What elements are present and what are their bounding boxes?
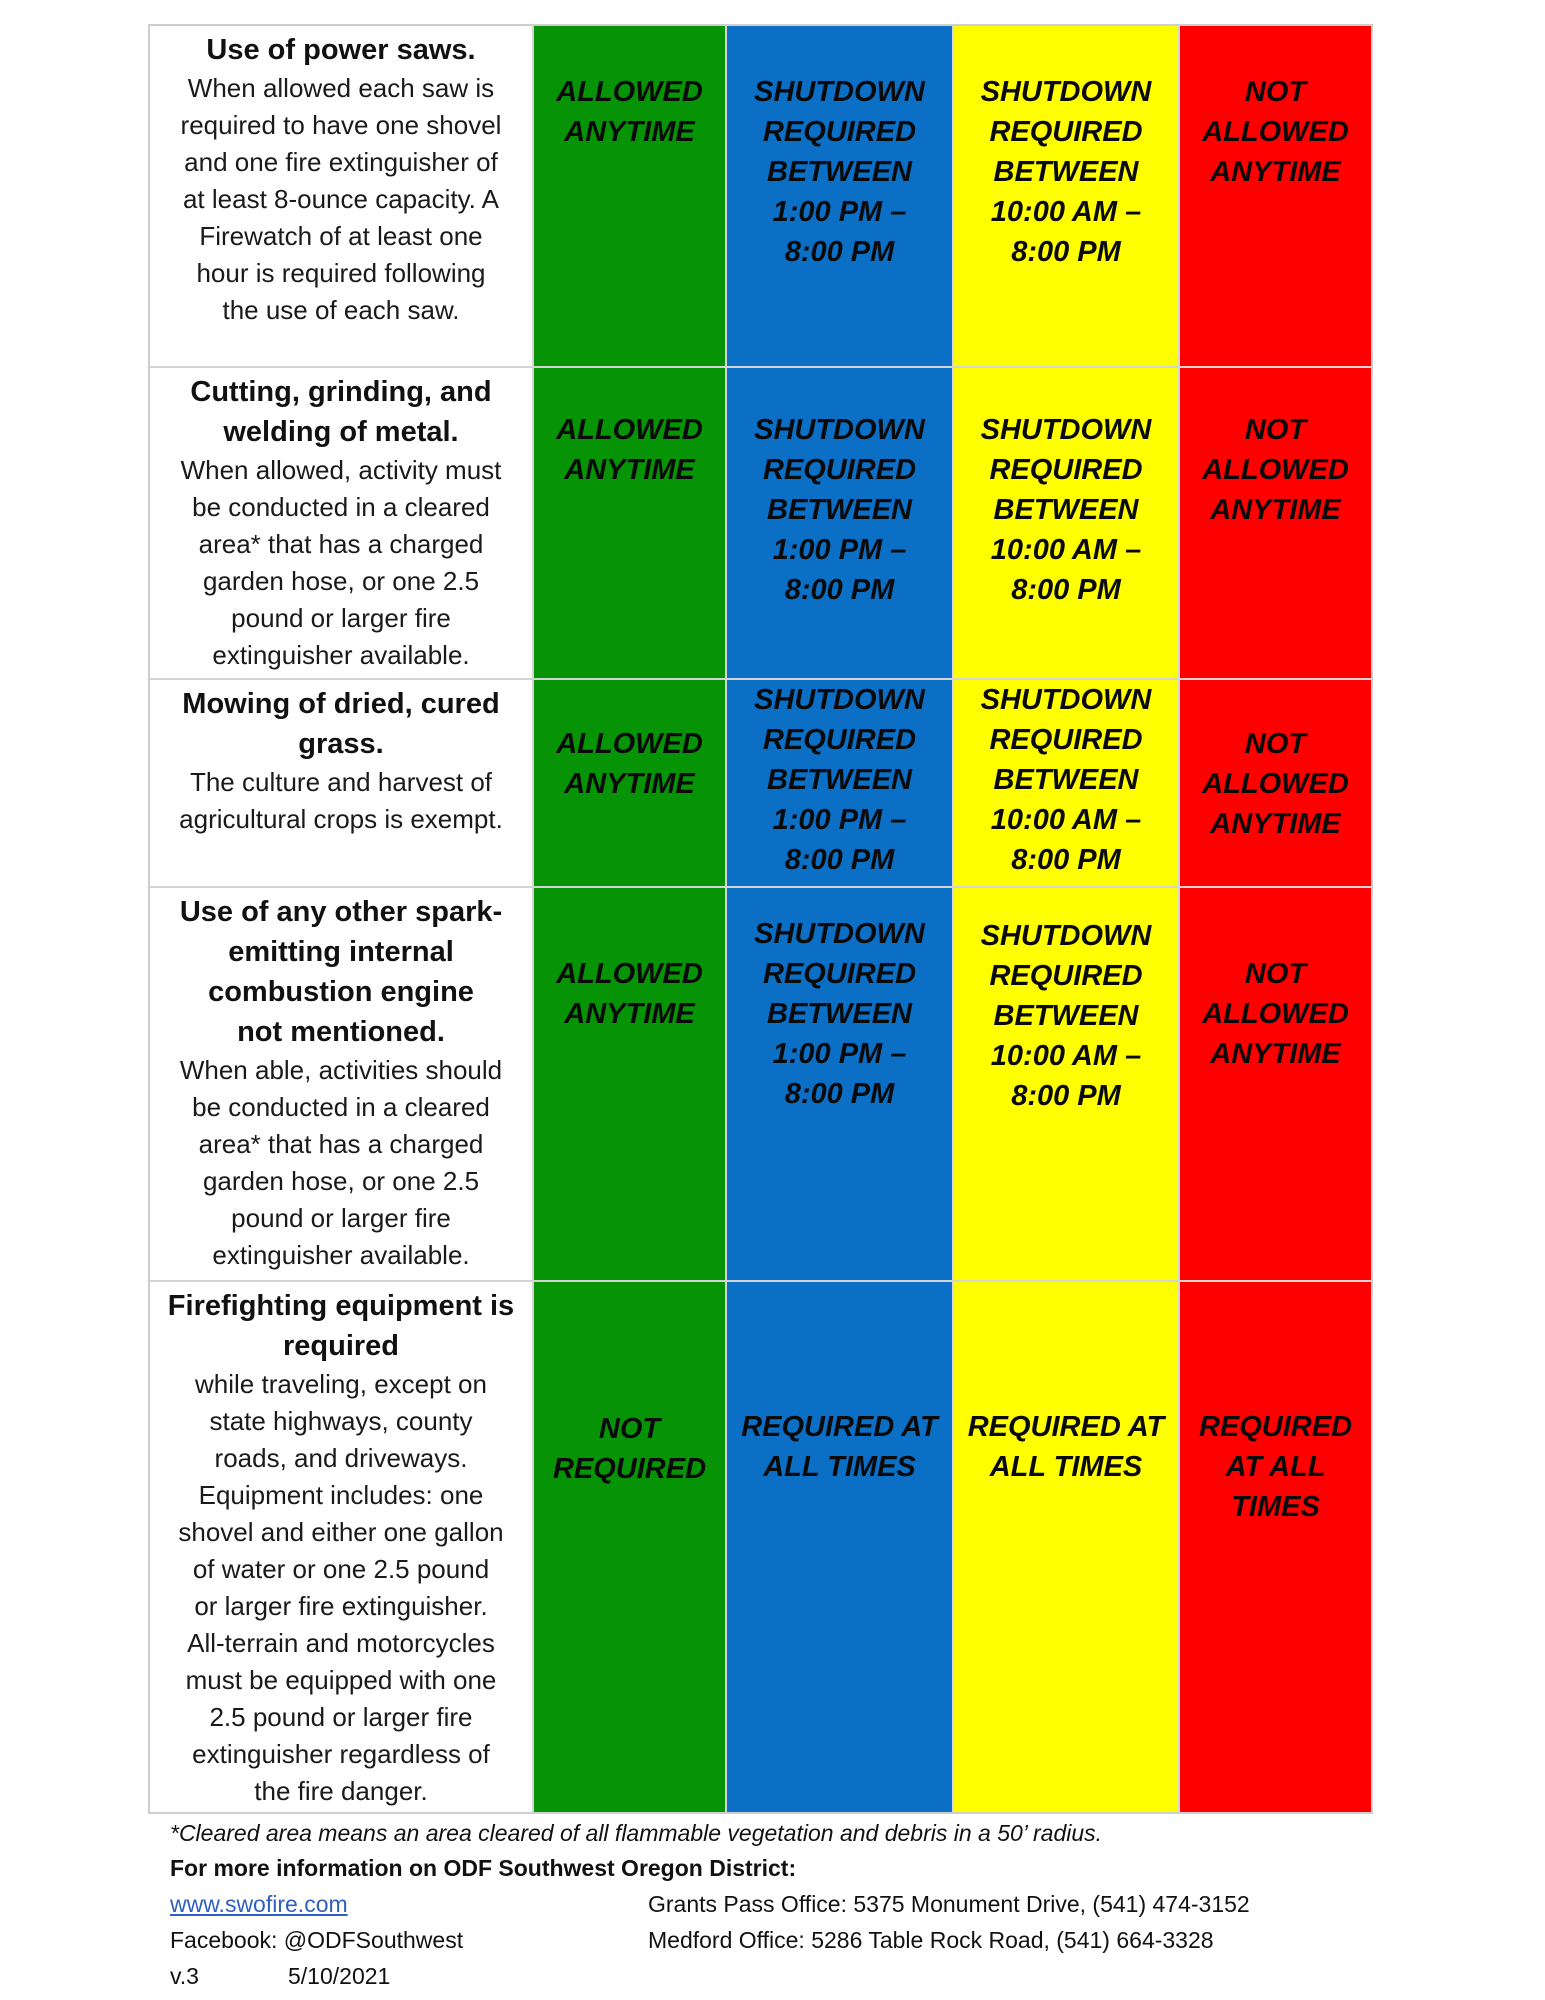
restriction-text-line: REQUIRED bbox=[989, 116, 1143, 148]
cleared-area-footnote: *Cleared area means an area cleared of all flammable vegetation and debris in a 50’ radius. bbox=[170, 1820, 1103, 1846]
restriction-text-line: ANYTIME bbox=[1210, 808, 1341, 840]
level-blue-cell bbox=[727, 680, 954, 886]
level-red-cell bbox=[1180, 1282, 1371, 1812]
activity-detail-line: the fire danger. bbox=[254, 1776, 428, 1806]
restriction-text-line: SHUTDOWN bbox=[980, 684, 1152, 716]
activity-title: welding of metal. bbox=[223, 416, 459, 448]
grants-pass-office: Grants Pass Office: 5375 Monument Drive, (541) 474-3152 bbox=[648, 1891, 1250, 1917]
contact-right bbox=[648, 1886, 1250, 1958]
activity-title: Use of any other spark- bbox=[179, 896, 503, 928]
activity-detail-line: roads, and driveways. bbox=[214, 1443, 468, 1473]
version-date: 5/10/2021 bbox=[288, 1963, 391, 1989]
level-blue-cell bbox=[727, 368, 954, 678]
level-yellow-cell bbox=[954, 368, 1180, 678]
activity-detail-line: Equipment includes: one bbox=[198, 1480, 484, 1510]
contact-left bbox=[170, 1886, 463, 1994]
level-green-cell bbox=[534, 888, 727, 1280]
activity-detail-line: pound or larger fire bbox=[231, 603, 451, 633]
table-row bbox=[150, 680, 1371, 888]
restriction-text-line: ALLOWED bbox=[1202, 116, 1349, 148]
restriction-text-line: ANYTIME bbox=[1210, 494, 1341, 526]
restriction-text-line: REQUIRED bbox=[989, 960, 1143, 992]
level-red-cell bbox=[1180, 680, 1371, 886]
restriction-text-line: REQUIRED bbox=[762, 958, 917, 990]
more-info-heading: For more information on ODF Southwest Oregon District: bbox=[170, 1855, 797, 1881]
restriction-text-line: 10:00 AM – bbox=[990, 1040, 1142, 1072]
restriction-text-line: NOT bbox=[1244, 76, 1307, 108]
restriction-text-line: SHUTDOWN bbox=[754, 918, 925, 950]
restriction-text-line: 8:00 PM bbox=[1011, 1080, 1121, 1112]
restriction-text-line: REQUIRED AT bbox=[741, 1411, 938, 1443]
activity-detail-line: the use of each saw. bbox=[222, 295, 460, 325]
footer bbox=[170, 1816, 1370, 1996]
level-yellow-cell bbox=[954, 26, 1180, 366]
table-row bbox=[150, 26, 1371, 368]
restriction-text-line: ALL TIMES bbox=[763, 1451, 916, 1483]
activity-title: emitting internal bbox=[228, 936, 454, 968]
restriction-text-line: BETWEEN bbox=[767, 764, 912, 796]
activity-detail-line: hour is required following bbox=[196, 258, 486, 288]
restriction-text-line: 10:00 AM – bbox=[990, 804, 1142, 836]
activity-description-cell bbox=[150, 888, 534, 1280]
activity-detail-line: When allowed, activity must bbox=[180, 455, 502, 485]
activity-detail-line: pound or larger fire bbox=[231, 1203, 451, 1233]
medford-office: Medford Office: 5286 Table Rock Road, (541) 664-3328 bbox=[648, 1927, 1214, 1953]
restriction-text-line: REQUIRED bbox=[989, 724, 1143, 756]
restriction-text-line: 1:00 PM – bbox=[772, 804, 907, 836]
restriction-text-line: REQUIRED bbox=[1198, 1411, 1353, 1443]
restriction-text-line: NOT bbox=[598, 1413, 661, 1445]
restriction-text-line: 8:00 PM bbox=[784, 236, 895, 268]
level-red-cell bbox=[1180, 368, 1371, 678]
version-label: v.3 bbox=[170, 1963, 199, 1989]
restriction-text-line: 1:00 PM – bbox=[772, 534, 907, 566]
activity-title: Cutting, grinding, and bbox=[190, 376, 492, 408]
activity-detail-line: When allowed each saw is bbox=[187, 73, 495, 103]
activity-detail-line: The culture and harvest of bbox=[189, 767, 493, 797]
level-green-cell bbox=[534, 680, 727, 886]
restriction-text-line: ALL TIMES bbox=[989, 1451, 1143, 1483]
restriction-text-line: ALLOWED bbox=[556, 414, 703, 446]
restriction-text-line: NOT bbox=[1244, 414, 1307, 446]
restriction-text-line: ALLOWED bbox=[556, 76, 703, 108]
activity-detail-line: Firewatch of at least one bbox=[199, 221, 483, 251]
restriction-text-line: ALLOWED bbox=[1202, 454, 1349, 486]
level-yellow-cell bbox=[954, 888, 1180, 1280]
activity-detail-line: When able, activities should bbox=[179, 1055, 503, 1085]
activity-description-cell bbox=[150, 680, 534, 886]
restriction-text-line: SHUTDOWN bbox=[980, 414, 1152, 446]
website-link[interactable]: www.swofire.com bbox=[170, 1891, 348, 1917]
restriction-text-line: 8:00 PM bbox=[1011, 574, 1121, 606]
activity-description-cell bbox=[150, 1282, 534, 1812]
activity-detail-line: at least 8-ounce capacity. A bbox=[182, 184, 500, 214]
restriction-text-line: 1:00 PM – bbox=[772, 196, 907, 228]
restriction-text-line: BETWEEN bbox=[767, 998, 912, 1030]
activity-detail-line: garden hose, or one 2.5 bbox=[202, 1166, 480, 1196]
restriction-text-line: 1:00 PM – bbox=[772, 1038, 907, 1070]
activity-title: combustion engine bbox=[208, 976, 474, 1008]
activity-detail-line: extinguisher regardless of bbox=[192, 1739, 490, 1769]
level-green-cell bbox=[534, 26, 727, 366]
table-row bbox=[150, 888, 1371, 1282]
activity-detail-line: agricultural crops is exempt. bbox=[179, 804, 503, 834]
restriction-text-line: ANYTIME bbox=[564, 454, 695, 486]
level-green-cell bbox=[534, 1282, 727, 1812]
activity-detail-line: garden hose, or one 2.5 bbox=[202, 566, 480, 596]
table-row bbox=[150, 368, 1371, 680]
level-blue-cell bbox=[727, 888, 954, 1280]
activity-detail-line: or larger fire extinguisher. bbox=[194, 1591, 488, 1621]
restriction-text-line: ALLOWED bbox=[556, 958, 703, 990]
restriction-text-line: ALLOWED bbox=[1202, 768, 1349, 800]
activity-detail-line: extinguisher available. bbox=[212, 1240, 470, 1270]
table-row bbox=[150, 1282, 1371, 1812]
activity-detail-line: be conducted in a cleared bbox=[192, 1092, 490, 1122]
level-red-cell bbox=[1180, 26, 1371, 366]
restriction-text-line: 10:00 AM – bbox=[990, 196, 1142, 228]
activity-detail-line: while traveling, except on bbox=[195, 1369, 487, 1399]
activity-description-cell bbox=[150, 26, 534, 366]
restriction-text-line: BETWEEN bbox=[767, 156, 912, 188]
restriction-text-line: BETWEEN bbox=[993, 764, 1139, 796]
activity-detail-line: 2.5 pound or larger fire bbox=[209, 1702, 473, 1732]
restriction-text-line: 8:00 PM bbox=[784, 844, 895, 876]
activity-detail-line: All-terrain and motorcycles bbox=[187, 1628, 495, 1658]
level-red-cell bbox=[1180, 888, 1371, 1280]
restriction-text-line: BETWEEN bbox=[993, 1000, 1139, 1032]
activity-title: grass. bbox=[298, 728, 384, 760]
restriction-text-line: REQUIRED bbox=[762, 454, 917, 486]
restriction-text-line: NOT bbox=[1244, 958, 1307, 990]
restriction-text-line: BETWEEN bbox=[993, 494, 1139, 526]
restriction-text-line: 8:00 PM bbox=[784, 1078, 895, 1110]
activity-detail-line: be conducted in a cleared bbox=[192, 492, 490, 522]
restriction-text-line: NOT bbox=[1244, 728, 1307, 760]
activity-detail-line: state highways, county bbox=[209, 1406, 473, 1436]
restriction-text-line: BETWEEN bbox=[993, 156, 1139, 188]
restriction-text-line: SHUTDOWN bbox=[980, 76, 1152, 108]
restriction-text-line: ANYTIME bbox=[564, 768, 695, 800]
restriction-text-line: 8:00 PM bbox=[1011, 236, 1121, 268]
activity-detail-line: and one fire extinguisher of bbox=[184, 147, 498, 177]
fire-restrictions-table bbox=[148, 24, 1373, 1814]
restriction-text-line: TIMES bbox=[1231, 1491, 1320, 1523]
restriction-text-line: SHUTDOWN bbox=[754, 684, 925, 716]
restriction-text-line: 10:00 AM – bbox=[990, 534, 1142, 566]
level-blue-cell bbox=[727, 1282, 954, 1812]
activity-detail-line: must be equipped with one bbox=[185, 1665, 497, 1695]
activity-detail-line: area* that has a charged bbox=[198, 529, 484, 559]
restriction-text-line: ALLOWED bbox=[556, 728, 703, 760]
restriction-text-line: REQUIRED bbox=[552, 1453, 707, 1485]
version-line bbox=[170, 1958, 463, 1994]
level-green-cell bbox=[534, 368, 727, 678]
restriction-text-line: 8:00 PM bbox=[784, 574, 895, 606]
restriction-text-line: ANYTIME bbox=[1210, 156, 1341, 188]
activity-description-cell bbox=[150, 368, 534, 678]
restriction-text-line: ALLOWED bbox=[1202, 998, 1349, 1030]
activity-detail-line: shovel and either one gallon bbox=[178, 1517, 504, 1547]
level-blue-cell bbox=[727, 26, 954, 366]
activity-detail-line: extinguisher available. bbox=[212, 640, 470, 670]
activity-detail-line: area* that has a charged bbox=[198, 1129, 484, 1159]
restriction-text-line: 8:00 PM bbox=[1011, 844, 1121, 876]
restriction-text-line: ANYTIME bbox=[564, 998, 695, 1030]
activity-detail-line: required to have one shovel bbox=[180, 110, 502, 140]
activity-title: required bbox=[282, 1330, 400, 1362]
restriction-text-line: REQUIRED AT bbox=[967, 1411, 1165, 1443]
activity-title: Mowing of dried, cured bbox=[182, 688, 500, 720]
restriction-text-line: BETWEEN bbox=[767, 494, 912, 526]
activity-title: Firefighting equipment is bbox=[167, 1290, 515, 1322]
restriction-text-line: SHUTDOWN bbox=[980, 920, 1152, 952]
level-yellow-cell bbox=[954, 680, 1180, 886]
level-yellow-cell bbox=[954, 1282, 1180, 1812]
restriction-text-line: SHUTDOWN bbox=[754, 414, 925, 446]
restriction-text-line: SHUTDOWN bbox=[754, 76, 925, 108]
contact-info bbox=[170, 1886, 1370, 1996]
activity-title: not mentioned. bbox=[237, 1016, 445, 1048]
restriction-text-line: AT ALL bbox=[1225, 1451, 1326, 1483]
activity-detail-line: of water or one 2.5 pound bbox=[192, 1554, 490, 1584]
facebook-handle: Facebook: @ODFSouthwest bbox=[170, 1927, 464, 1953]
restriction-text-line: ANYTIME bbox=[564, 116, 695, 148]
activity-title: Use of power saws. bbox=[206, 34, 476, 66]
restriction-text-line: REQUIRED bbox=[762, 724, 917, 756]
restriction-text-line: REQUIRED bbox=[989, 454, 1143, 486]
restriction-text-line: REQUIRED bbox=[762, 116, 917, 148]
restriction-text-line: ANYTIME bbox=[1210, 1038, 1341, 1070]
